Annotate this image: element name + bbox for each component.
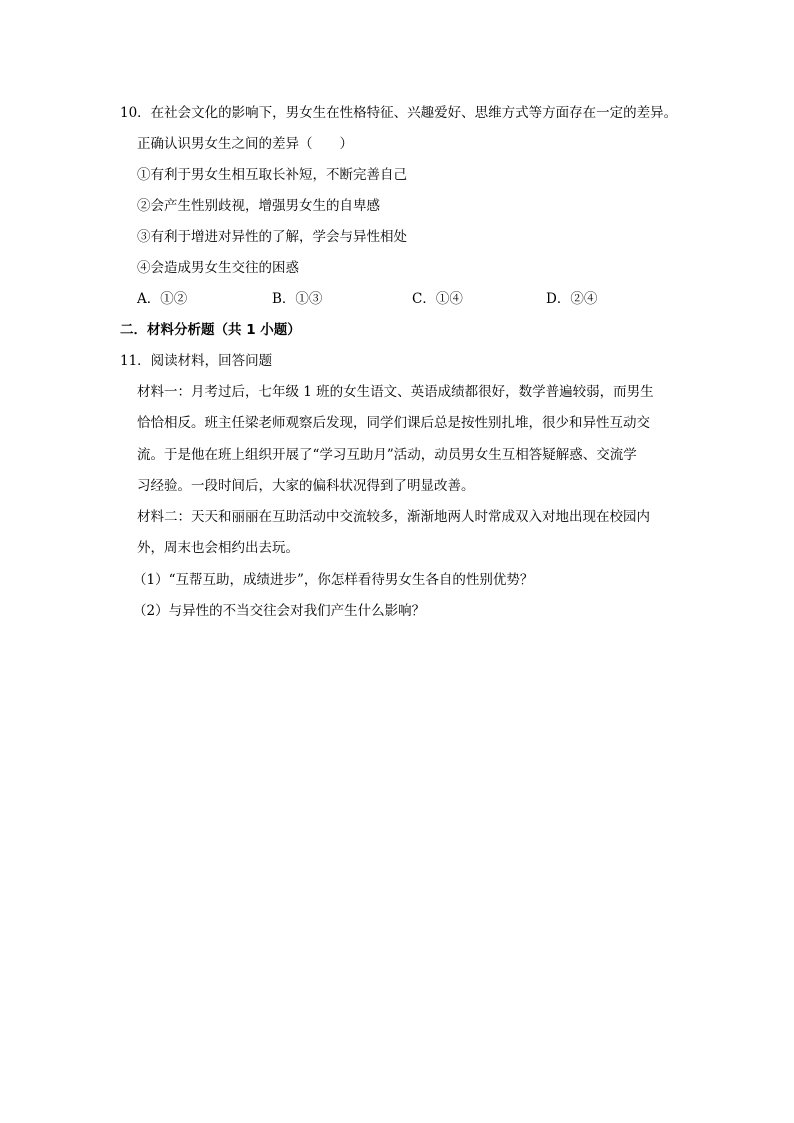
q10-option-a: A．①② — [137, 291, 188, 307]
q10-option-d: D．②④ — [546, 291, 598, 307]
q11-material1-line1: 材料一：月考过后，七年级 1 班的女生语文、英语成绩都很好，数学普遍较弱，而男生 — [137, 384, 654, 400]
q11-material2-line1: 材料二：天天和丽丽在互助活动中交流较多，渐渐地两人时常成双入对地出现在校园内 — [137, 509, 650, 525]
q10-stem-line2: 正确认识男女生之间的差异（ ） — [137, 136, 353, 152]
q11-subquestion-2: （2）与异性的不当交往会对我们产生什么影响？ — [133, 603, 426, 619]
section-heading: 二．材料分析题（共 1 小题） — [120, 322, 301, 338]
q10-statement-2: ②会产生性别歧视，增强男女生的自卑感 — [137, 198, 380, 214]
q10-option-c: C．①④ — [412, 291, 463, 307]
q10-option-b: B．①③ — [272, 291, 323, 307]
q10-statement-1: ①有利于男女生相互取长补短，不断完善自己 — [137, 167, 407, 183]
q11-subquestion-1: （1）“互帮互助，成绩进步”，你怎样看待男女生各自的性别优势？ — [133, 572, 534, 588]
q10-statement-4: ④会造成男女生交往的困惑 — [137, 260, 299, 276]
q11-material1-line4: 习经验。一段时间后，大家的偏科状况得到了明显改善。 — [137, 478, 475, 494]
q11-material1-line3: 流。于是他在班上组织开展了“学习互助月”活动，动员男女生互相答疑解惑、交流学 — [137, 447, 637, 463]
q11-material2-line2: 外，周末也会相约出去玩。 — [137, 540, 299, 556]
q11-stem: 11．阅读材料，回答问题 — [120, 353, 273, 369]
q10-statement-3: ③有利于增进对异性的了解，学会与异性相处 — [137, 229, 407, 245]
q10-stem-line1: 10．在社会文化的影响下，男女生在性格特征、兴趣爱好、思维方式等方面存在一定的差异。 — [120, 105, 678, 121]
q11-material1-line2: 恰恰相反。班主任梁老师观察后发现，同学们课后总是按性别扎堆，很少和异性互动交 — [137, 415, 650, 431]
